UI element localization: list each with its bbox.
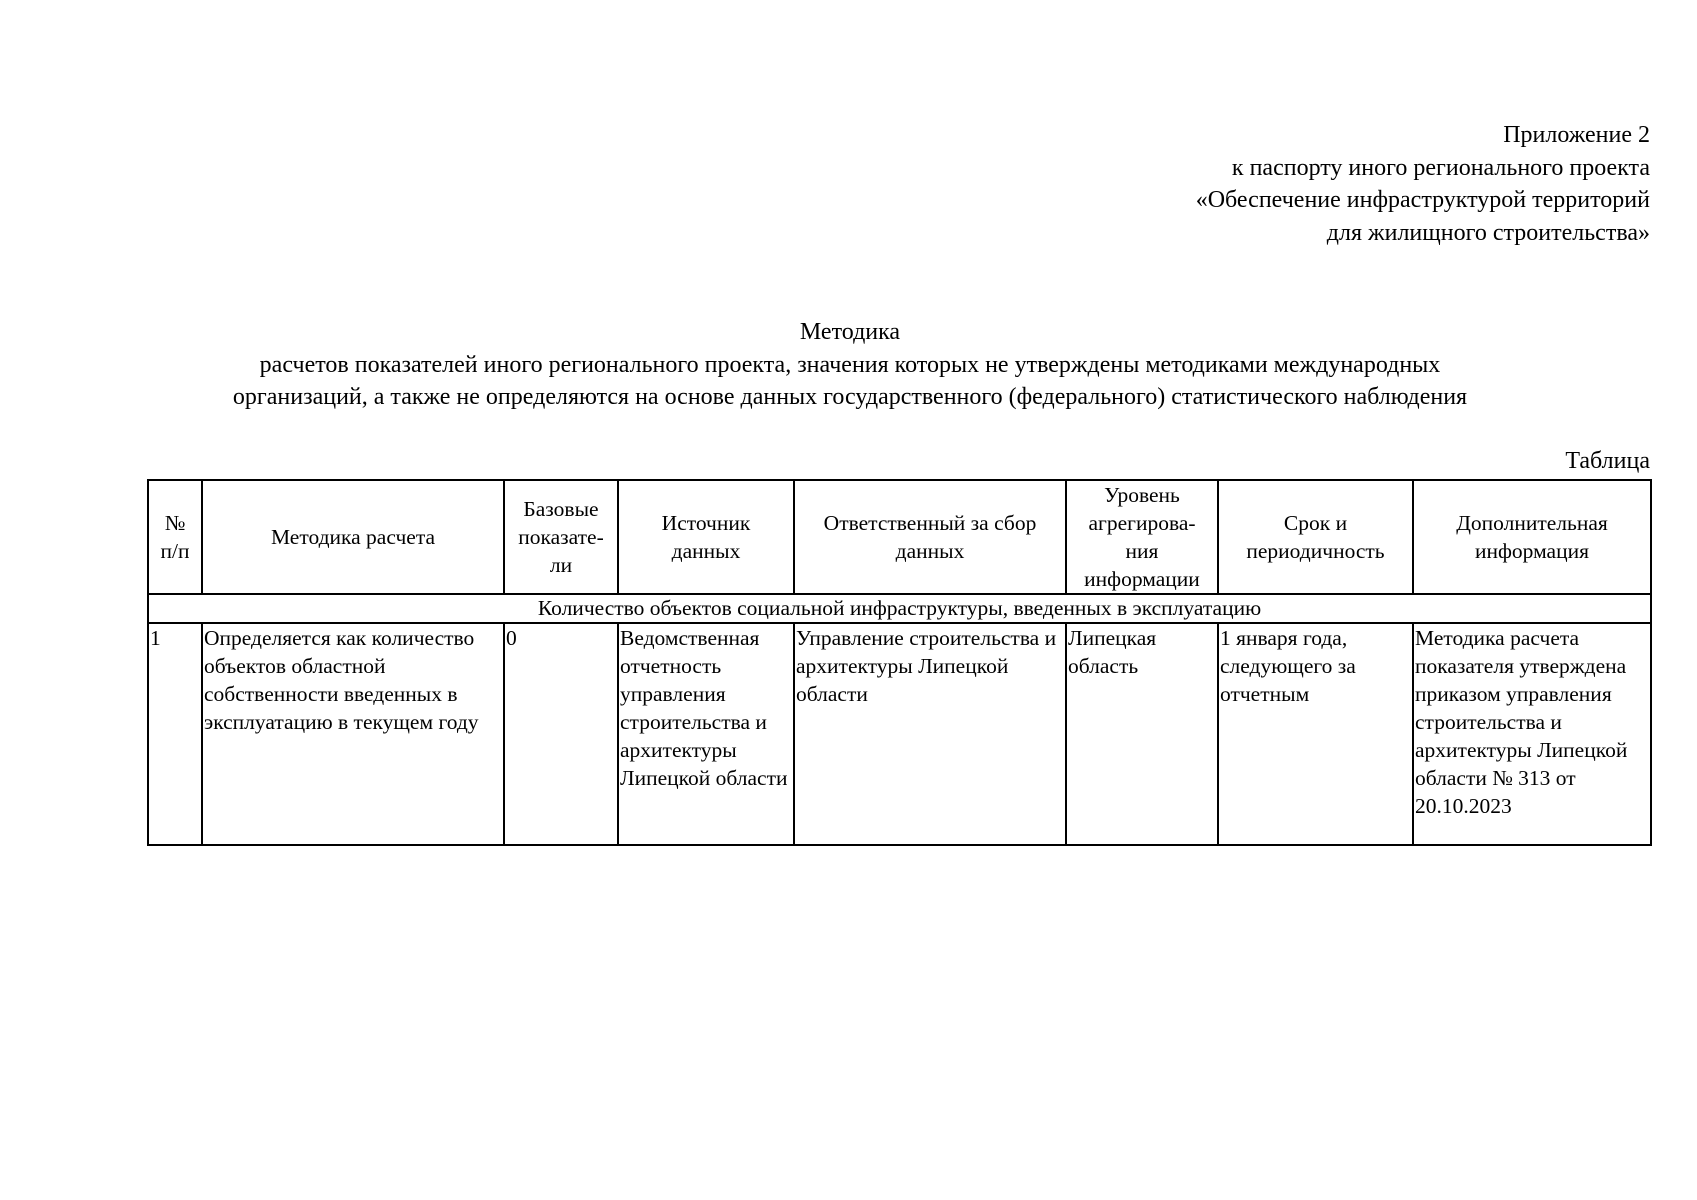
title-subheading-line: расчетов показателей иного регионального проекта, значения которых не утверждены методиками международных (259, 351, 1441, 378)
cell-number: 1 (148, 623, 202, 845)
header-aggregation-level: Уровень агрегирова- ния информации (1066, 480, 1218, 594)
section-row (148, 594, 1651, 623)
cell-base-value: 0 (504, 623, 618, 845)
appendix-block (1196, 119, 1650, 249)
cell-period: 1 января года, следующего за отчетным (1218, 623, 1413, 845)
title-heading: Методика (799, 319, 901, 345)
appendix-line: «Обеспечение инфраструктурой территорий (1195, 187, 1650, 213)
table-header-row (148, 480, 1651, 594)
header-additional-info: Дополнительная информация (1413, 480, 1651, 594)
document-title (140, 316, 1560, 414)
header-number: № п/п (148, 480, 202, 594)
header-responsible: Ответственный за сбор данных (794, 480, 1066, 594)
cell-additional-info: Методика расчета показателя утверждена приказом управления строительства и архитектуры Липецкой области № 313 от 20.10.2023 (1413, 623, 1651, 845)
appendix-title: Приложение 2 (1503, 122, 1650, 148)
header-period: Срок и периодичность (1218, 480, 1413, 594)
section-title: Количество объектов социальной инфраструктуры, введенных в эксплуатацию (148, 594, 1651, 623)
title-subheading-line: организаций, а также не определяются на основе данных государственного (федерального) статистического наблюдения (232, 384, 1468, 410)
header-data-source: Источник данных (618, 480, 794, 594)
appendix-line: для жилищного строительства» (1326, 219, 1650, 246)
appendix-line: к паспорту иного регионального проекта (1231, 154, 1650, 181)
header-base-values: Базовые показате- ли (504, 480, 618, 594)
table-caption: Таблица (1565, 448, 1650, 474)
cell-aggregation-level: Липецкая область (1066, 623, 1218, 845)
table-row (148, 623, 1651, 845)
header-method: Методика расчета (202, 480, 504, 594)
cell-responsible: Управление строительства и архитектуры Липецкой области (794, 623, 1066, 845)
cell-method: Определяется как количество объектов областной собственности введенных в эксплуатацию в текущем году (202, 623, 504, 845)
cell-data-source: Ведомственная отчетность управления строительства и архитектуры Липецкой области (618, 623, 794, 845)
methodology-table (147, 479, 1652, 846)
